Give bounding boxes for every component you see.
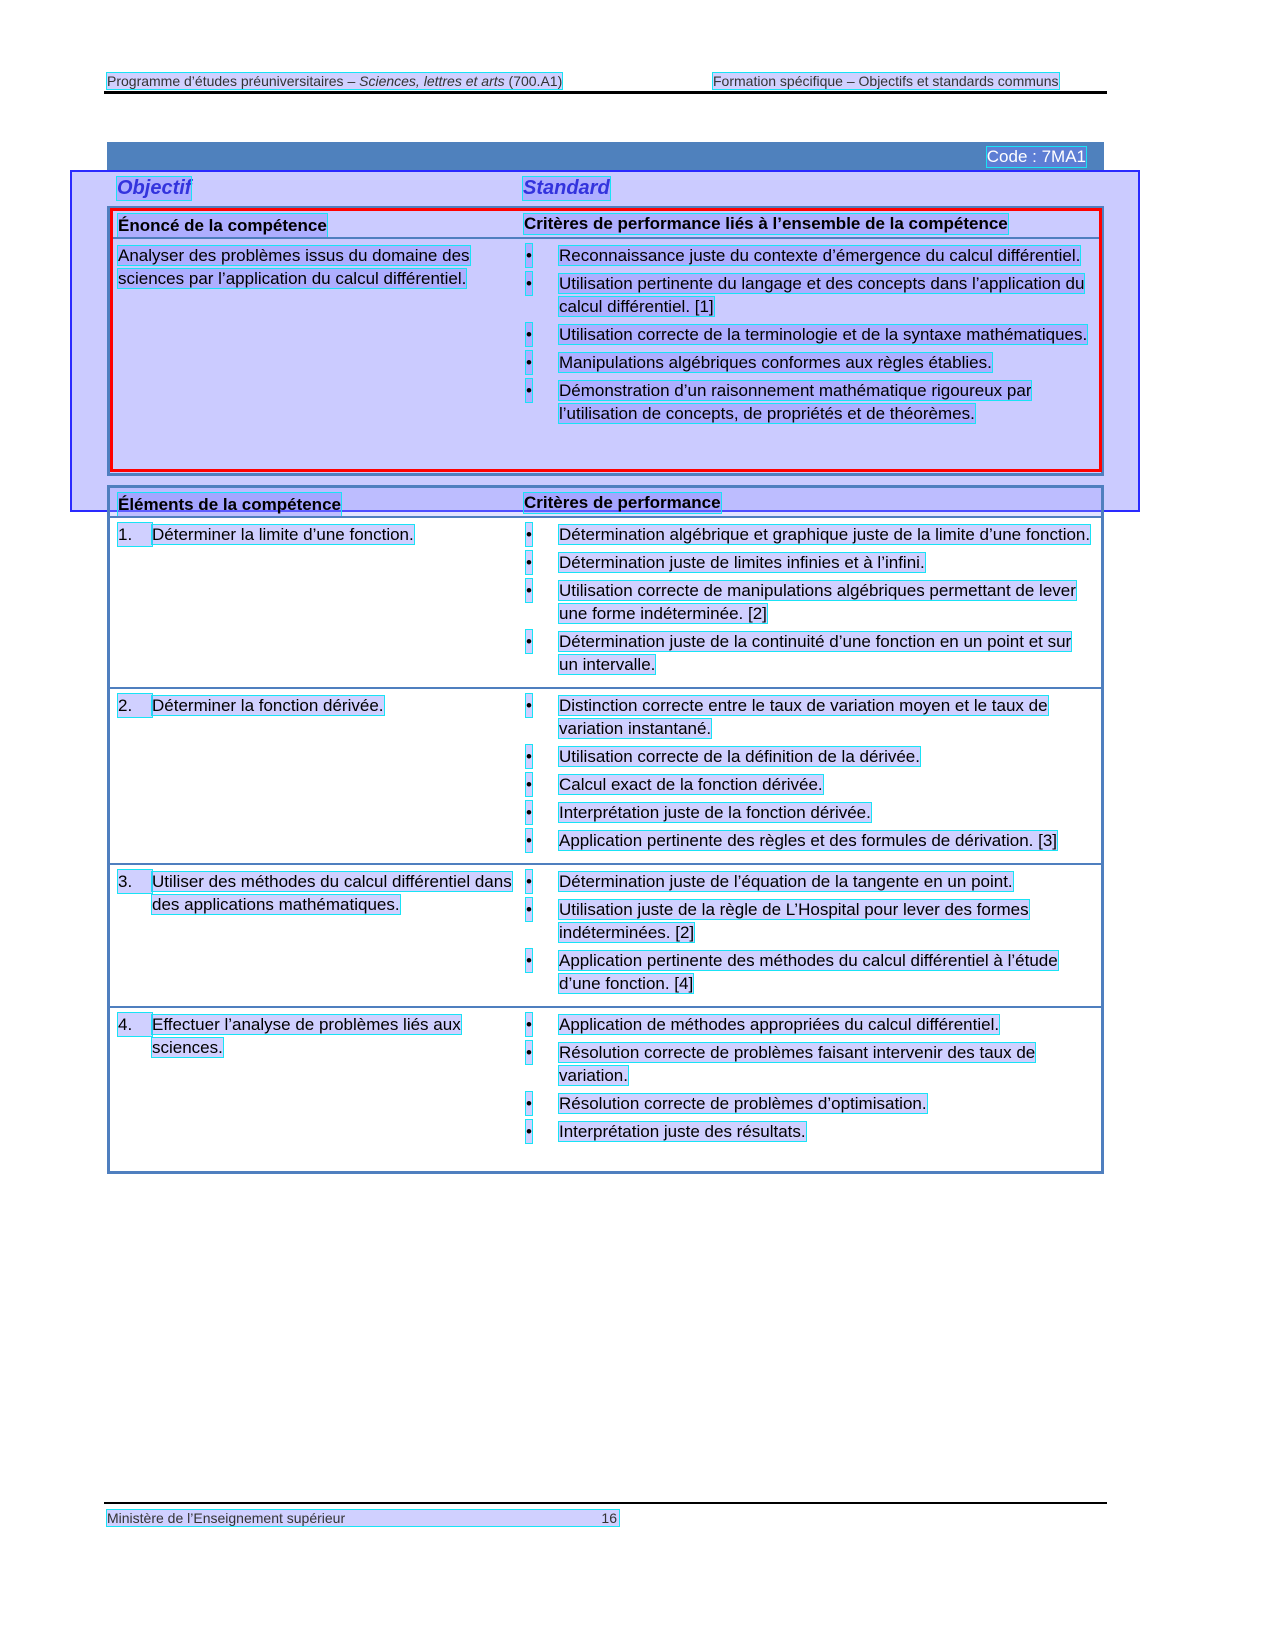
criterion-item xyxy=(524,551,1091,574)
header-program-title: Sciences, lettres et arts xyxy=(359,73,505,89)
code-bar xyxy=(107,142,1104,170)
criterion-item xyxy=(524,523,1091,546)
bullet-icon: • xyxy=(526,1043,532,1062)
bullet-icon: • xyxy=(526,553,532,572)
criterion-item xyxy=(524,1041,1091,1087)
bullet-icon: • xyxy=(526,831,532,850)
criterion-text: Résolution correcte de problèmes d’optimisation. xyxy=(559,1094,927,1113)
criterion-item xyxy=(524,773,1091,796)
criterion-item xyxy=(524,870,1091,893)
bullet-icon: • xyxy=(526,246,532,265)
criterion-item xyxy=(524,1092,1091,1115)
bullet-icon: • xyxy=(526,872,532,891)
bullet-icon: • xyxy=(526,632,532,651)
element-number: 3. xyxy=(118,870,152,893)
bullet-icon: • xyxy=(526,696,532,715)
bullet-icon: • xyxy=(526,325,532,344)
criterion-item xyxy=(524,1120,1091,1143)
criterion-item xyxy=(524,949,1091,995)
bullet-icon: • xyxy=(526,1094,532,1113)
criteria-list xyxy=(524,694,1101,852)
element-number: 1. xyxy=(118,523,152,546)
criterion-text: Détermination algébrique et graphique juste de la limite d’une fonction. xyxy=(559,525,1091,544)
criterion-text: Application pertinente des méthodes du calcul différentiel à l’étude d’une fonction. [4] xyxy=(559,951,1058,993)
criterion-text: Utilisation pertinente du langage et des concepts dans l’application du calcul différentiel. [1] xyxy=(559,274,1085,316)
criterion-item xyxy=(524,1013,1091,1036)
competency-code: Code : 7MA1 xyxy=(986,147,1086,166)
col-criteria-header: Critères de performance xyxy=(524,493,721,512)
element-text: Déterminer la fonction dérivée. xyxy=(152,696,384,715)
criterion-text: Application de méthodes appropriées du calcul différentiel. xyxy=(559,1015,1000,1034)
criterion-text: Reconnaissance juste du contexte d’émergence du calcul différentiel. xyxy=(559,246,1081,265)
header-program: Programme d’études préuniversitaires – xyxy=(107,73,360,89)
bullet-icon: • xyxy=(526,775,532,794)
bullet-icon: • xyxy=(526,1122,532,1141)
table-row xyxy=(110,863,1101,1006)
header-rule xyxy=(104,91,1107,94)
criterion-text: Utilisation correcte de manipulations algébriques permettant de lever une forme indéterminée. [2] xyxy=(559,581,1076,623)
criterion-text: Détermination juste de la continuité d’une fonction en un point et sur un intervalle. xyxy=(559,632,1072,674)
criterion-text: Utilisation juste de la règle de L’Hospital pour lever des formes indéterminées. [2] xyxy=(559,900,1029,942)
criteria-list xyxy=(524,870,1101,995)
element-number: 4. xyxy=(118,1013,152,1036)
competency-elements-table xyxy=(107,485,1104,1174)
criterion-text: Interprétation juste des résultats. xyxy=(559,1122,806,1141)
criterion-text: Calcul exact de la fonction dérivée. xyxy=(559,775,823,794)
header-program-code: (700.A1) xyxy=(504,73,563,89)
bullet-icon: • xyxy=(526,525,532,544)
criterion-text: Détermination juste de l’équation de la tangente en un point. xyxy=(559,872,1013,891)
criteria-list xyxy=(524,1013,1101,1143)
criterion-text: Interprétation juste de la fonction dérivée. xyxy=(559,803,871,822)
criterion-item xyxy=(524,829,1091,852)
bullet-icon: • xyxy=(526,900,532,919)
criterion-item xyxy=(524,801,1091,824)
element-number: 2. xyxy=(118,694,152,717)
competency-statement: Analyser des problèmes issus du domaine des sciences par l’application du calcul différentiel. xyxy=(118,246,470,288)
criterion-text: Résolution correcte de problèmes faisant intervenir des taux de variation. xyxy=(559,1043,1036,1085)
criterion-item xyxy=(524,630,1091,676)
criterion-item xyxy=(524,898,1091,944)
header-right: Formation spécifique – Objectifs et standards communs xyxy=(713,73,1059,89)
criterion-text: Manipulations algébriques conformes aux règles établies. xyxy=(559,353,992,372)
criterion-item xyxy=(524,579,1091,625)
selection-box xyxy=(110,208,1102,472)
bullet-icon: • xyxy=(526,1015,532,1034)
col-elements-header: Éléments de la compétence xyxy=(118,495,341,514)
footer-rule xyxy=(104,1502,1107,1504)
criterion-text: Détermination juste de limites infinies et à l’infini. xyxy=(559,553,925,572)
table-row xyxy=(110,516,1101,687)
criterion-text: Application pertinente des règles et des formules de dérivation. [3] xyxy=(559,831,1058,850)
standard-label: Standard xyxy=(523,177,610,199)
criterion-item xyxy=(524,694,1091,740)
bullet-icon: • xyxy=(526,803,532,822)
col-enonce-header: Énoncé de la compétence xyxy=(118,216,327,235)
element-text: Utiliser des méthodes du calcul différentiel dans des applications mathématiques. xyxy=(152,872,512,914)
col-criteria-header: Critères de performance liés à l’ensemble de la compétence xyxy=(524,214,1008,233)
header-left xyxy=(107,73,562,89)
criteria-list xyxy=(524,523,1101,676)
table-row xyxy=(110,687,1101,863)
bullet-icon: • xyxy=(526,951,532,970)
footer xyxy=(107,1510,619,1526)
bullet-icon: • xyxy=(526,581,532,600)
element-text: Effectuer l’analyse de problèmes liés aux sciences. xyxy=(152,1015,461,1057)
criterion-item xyxy=(524,745,1091,768)
bullet-icon: • xyxy=(526,381,532,400)
element-text: Déterminer la limite d’une fonction. xyxy=(152,525,414,544)
table-row xyxy=(110,1006,1101,1154)
footer-ministry: Ministère de l’Enseignement supérieur xyxy=(107,1510,346,1526)
page-number: 16 xyxy=(601,1510,617,1526)
criterion-text: Distinction correcte entre le taux de variation moyen et le taux de variation instantané. xyxy=(559,696,1048,738)
criterion-text: Démonstration d’un raisonnement mathématique rigoureux par l’utilisation de concepts, de propriétés et de théorèmes. xyxy=(559,381,1032,423)
objectif-label: Objectif xyxy=(117,177,192,199)
criterion-text: Utilisation correcte de la terminologie et de la syntaxe mathématiques. xyxy=(559,325,1088,344)
bullet-icon: • xyxy=(526,274,532,293)
bullet-icon: • xyxy=(526,353,532,372)
bullet-icon: • xyxy=(526,747,532,766)
criterion-text: Utilisation correcte de la définition de la dérivée. xyxy=(559,747,920,766)
